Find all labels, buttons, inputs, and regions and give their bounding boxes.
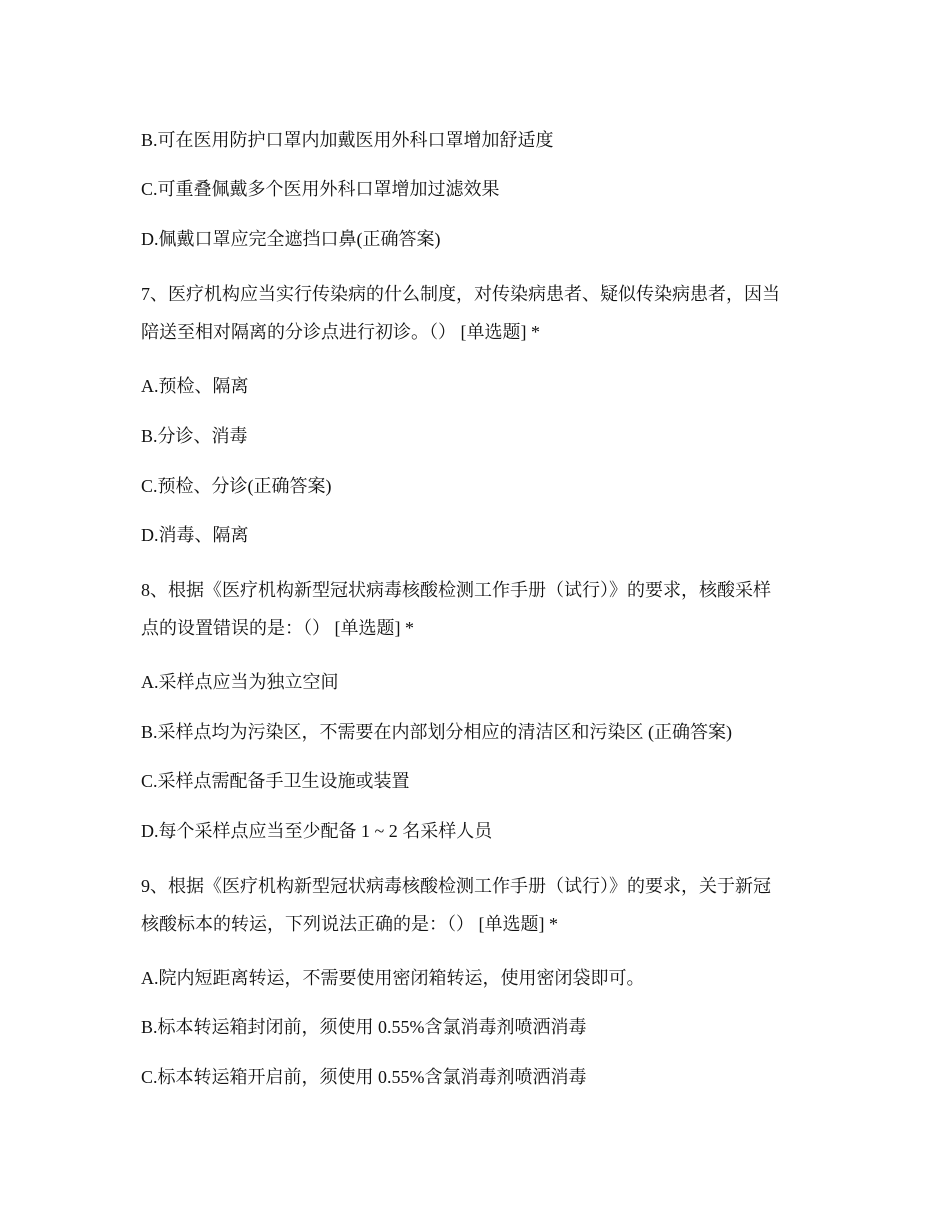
option-line: A.院内短距离转运，不需要使用密闭箱转运，使用密闭袋即可。 xyxy=(141,968,645,988)
option-line: B.采样点均为污染区，不需要在内部划分相应的清洁区和污染区 (正确答案) xyxy=(141,722,732,742)
question-9-line-2: 核酸标本的转运，下列说法正确的是：（） [单选题] * xyxy=(141,914,558,934)
question-7-line-2: 陪送至相对隔离的分诊点进行初诊。（） [单选题] * xyxy=(141,322,540,342)
option-line: A.采样点应当为独立空间 xyxy=(141,672,339,692)
question-8-line-1: 8、根据《医疗机构新型冠状病毒核酸检测工作手册（试行）》的要求，核酸采样 xyxy=(141,580,771,600)
question-7-line-1: 7、医疗机构应当实行传染病的什么制度，对传染病患者、疑似传染病患者，因当 xyxy=(141,284,780,304)
option-line: B.分诊、消毒 xyxy=(141,426,248,446)
option-line: C.预检、分诊(正确答案) xyxy=(141,476,332,496)
question-8-line-2: 点的设置错误的是：（） [单选题] * xyxy=(141,618,414,638)
option-line: B.可在医用防护口罩内加戴医用外科口罩增加舒适度 xyxy=(141,130,554,150)
question-9-line-1: 9、根据《医疗机构新型冠状病毒核酸检测工作手册（试行）》的要求，关于新冠 xyxy=(141,876,771,896)
option-line: C.标本转运箱开启前，须使用 0.55%含氯消毒剂喷洒消毒 xyxy=(141,1067,587,1087)
option-line: D.消毒、隔离 xyxy=(141,525,249,545)
option-line: D.每个采样点应当至少配备 1 ~ 2 名采样人员 xyxy=(141,821,493,841)
option-line: C.采样点需配备手卫生设施或装置 xyxy=(141,771,410,791)
option-line: B.标本转运箱封闭前，须使用 0.55%含氯消毒剂喷洒消毒 xyxy=(141,1017,587,1037)
option-line: C.可重叠佩戴多个医用外科口罩增加过滤效果 xyxy=(141,179,500,199)
option-line: D.佩戴口罩应完全遮挡口鼻(正确答案) xyxy=(141,229,441,249)
option-line: A.预检、隔离 xyxy=(141,376,249,396)
